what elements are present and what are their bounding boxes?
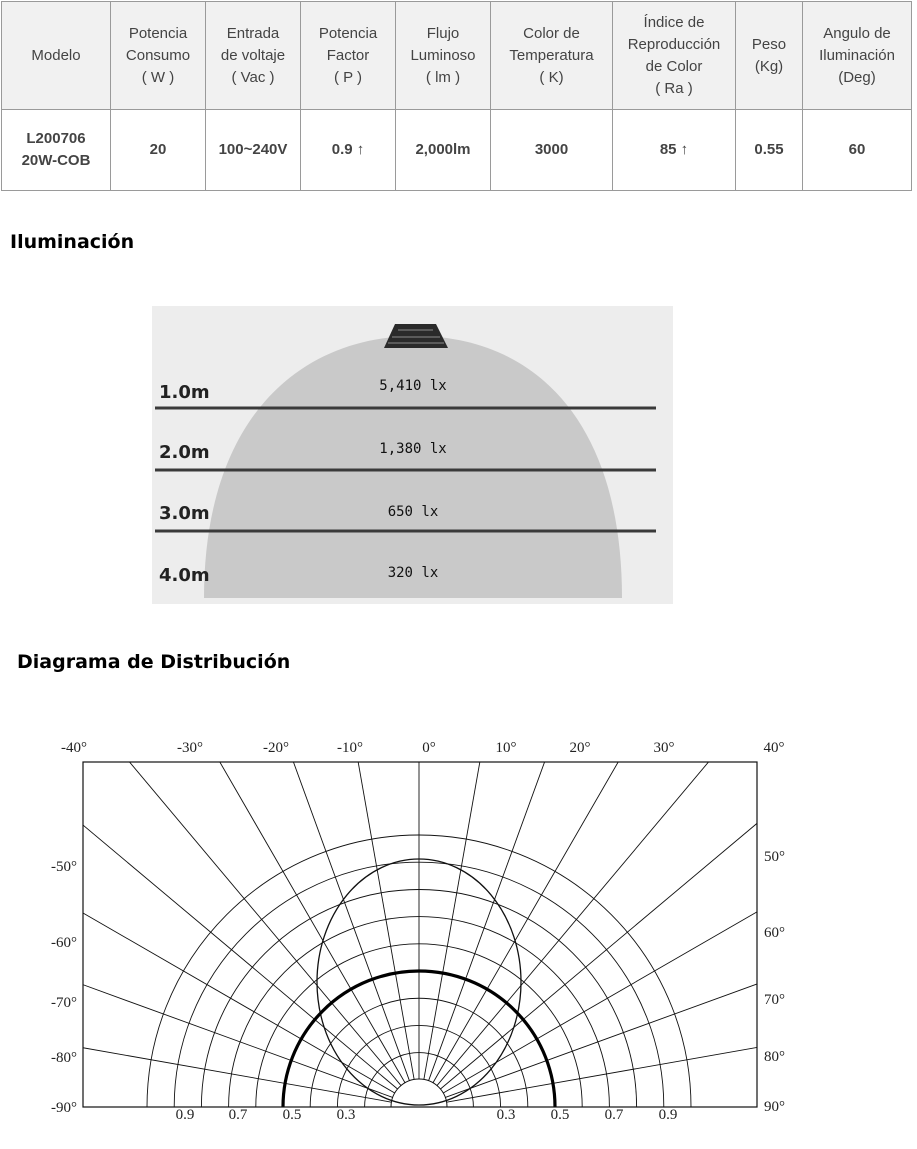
- left-angle-label: -50°: [51, 859, 77, 875]
- header-line: ( Vac ): [231, 68, 275, 86]
- header-line: Angulo de: [823, 24, 891, 42]
- header-line: Potencia: [128, 24, 188, 42]
- header-line: de voltaje: [220, 46, 286, 64]
- cell-value: 20W-COB: [21, 152, 91, 169]
- header-line: Luminoso: [410, 46, 476, 64]
- illumination-figure: [152, 306, 673, 604]
- spoke-line: [30, 799, 393, 1097]
- cell-color-temp: [491, 110, 613, 191]
- header-line: de Color: [645, 57, 703, 75]
- left-angle-label: -70°: [51, 995, 77, 1011]
- spoke-line: [433, 730, 810, 1083]
- left-angle-label: -80°: [51, 1050, 77, 1066]
- header-line: Peso: [751, 35, 787, 53]
- scale-label: 0.5: [550, 1107, 570, 1123]
- spoke-line: [429, 730, 727, 1081]
- illumination-heading: Iluminación: [10, 231, 135, 253]
- lux-value: 320 lx: [387, 565, 439, 581]
- header-line: Iluminación: [819, 46, 895, 64]
- header-line: (Deg): [838, 68, 876, 86]
- cell-voltage: [206, 110, 301, 191]
- header-line: Factor: [326, 46, 370, 64]
- cell-model: [2, 110, 111, 191]
- header-line: Índice de: [643, 13, 705, 31]
- distribution-heading: Diagrama de Distribución: [17, 651, 291, 673]
- header-power: [111, 2, 206, 110]
- distance-label: 2.0m: [159, 442, 210, 463]
- distance-label: 4.0m: [159, 565, 210, 586]
- cell-value: 85 ↑: [659, 141, 689, 158]
- scale-label: 0.7: [604, 1107, 624, 1123]
- top-angle-label: -40°: [61, 740, 87, 756]
- scale-label: 0.3: [336, 1107, 356, 1123]
- top-angle-label: 40°: [763, 740, 785, 756]
- header-weight: [736, 2, 803, 110]
- header-cri: [613, 2, 736, 110]
- right-angle-label: 80°: [764, 1049, 785, 1065]
- scale-label: 0.9: [175, 1107, 195, 1123]
- cell-flux: [396, 110, 491, 191]
- header-power-factor: [301, 2, 396, 110]
- cell-value: 0.55: [754, 141, 784, 158]
- scale-label: 0.3: [496, 1107, 516, 1123]
- top-angle-label: 10°: [495, 740, 517, 756]
- right-angle-label: 70°: [764, 992, 785, 1008]
- top-angle-label: -30°: [177, 740, 203, 756]
- lux-value: 5,410 lx: [379, 378, 447, 394]
- header-voltage: [206, 2, 301, 110]
- scale-label: 0.7: [228, 1107, 248, 1123]
- left-angle-label: -60°: [51, 935, 77, 951]
- header-line: Temperatura: [509, 46, 594, 64]
- distribution-diagram: [30, 730, 810, 1135]
- top-angle-label: 30°: [653, 740, 675, 756]
- right-angle-label: 90°: [764, 1099, 785, 1115]
- header-flux: [396, 2, 491, 110]
- right-angle-label: 50°: [764, 849, 785, 865]
- right-angle-label: 60°: [764, 925, 785, 941]
- spoke-line: [30, 730, 405, 1083]
- header-line: Consumo: [125, 46, 191, 64]
- spoke-line: [111, 730, 409, 1081]
- cell-value: 0.9 ↑: [331, 141, 365, 158]
- header-line: ( lm ): [425, 68, 461, 86]
- spoke-line: [445, 799, 810, 1097]
- cell-weight: [736, 110, 803, 191]
- spec-data-row: [2, 110, 912, 191]
- cell-value: L200706: [26, 130, 86, 147]
- header-color-temp: [491, 2, 613, 110]
- header-model: [2, 2, 111, 110]
- polar-grid: [30, 730, 810, 1107]
- scale-label: 0.9: [658, 1107, 678, 1123]
- lux-value: 650 lx: [387, 504, 439, 520]
- header-line: (Kg): [754, 57, 784, 75]
- cell-beam-angle: [803, 110, 912, 191]
- spoke-line: [443, 730, 810, 1093]
- top-angle-label: -10°: [337, 740, 363, 756]
- header-line: Color de: [523, 24, 580, 42]
- distance-label: 3.0m: [159, 503, 210, 524]
- cell-power: [111, 110, 206, 191]
- left-angle-label: -90°: [51, 1100, 77, 1116]
- header-line: ( W ): [141, 68, 175, 86]
- top-angle-label: -20°: [263, 740, 289, 756]
- cell-cri: [613, 110, 736, 191]
- header-line: ( Ra ): [655, 79, 693, 97]
- header-line: Reproducción: [627, 35, 721, 53]
- header-line: Flujo: [426, 24, 460, 42]
- cell-value: 100~240V: [218, 141, 288, 158]
- spoke-line: [30, 951, 391, 1102]
- spoke-line: [440, 730, 810, 1089]
- header-beam-angle: [803, 2, 912, 110]
- spec-table: [1, 1, 912, 191]
- header-line: Potencia: [318, 24, 378, 42]
- top-angle-label: 0°: [422, 740, 436, 756]
- cell-value: 2,000lm: [415, 141, 471, 158]
- header-line: Entrada: [226, 24, 280, 42]
- cell-value: 60: [848, 141, 866, 158]
- spoke-line: [447, 951, 810, 1102]
- distance-label: 1.0m: [159, 382, 210, 403]
- header-line: ( P ): [333, 68, 363, 86]
- diagram-frame: [83, 762, 757, 1107]
- spoke-line: [30, 730, 401, 1086]
- header-line: ( K): [539, 68, 564, 86]
- cell-value: 20: [149, 141, 167, 158]
- header-line: Modelo: [31, 46, 81, 64]
- cell-power-factor: [301, 110, 396, 191]
- spec-header-row: [2, 2, 912, 110]
- cell-value: 3000: [534, 141, 569, 158]
- scale-label: 0.5: [282, 1107, 302, 1123]
- lux-value: 1,380 lx: [379, 441, 447, 457]
- top-angle-label: 20°: [569, 740, 591, 756]
